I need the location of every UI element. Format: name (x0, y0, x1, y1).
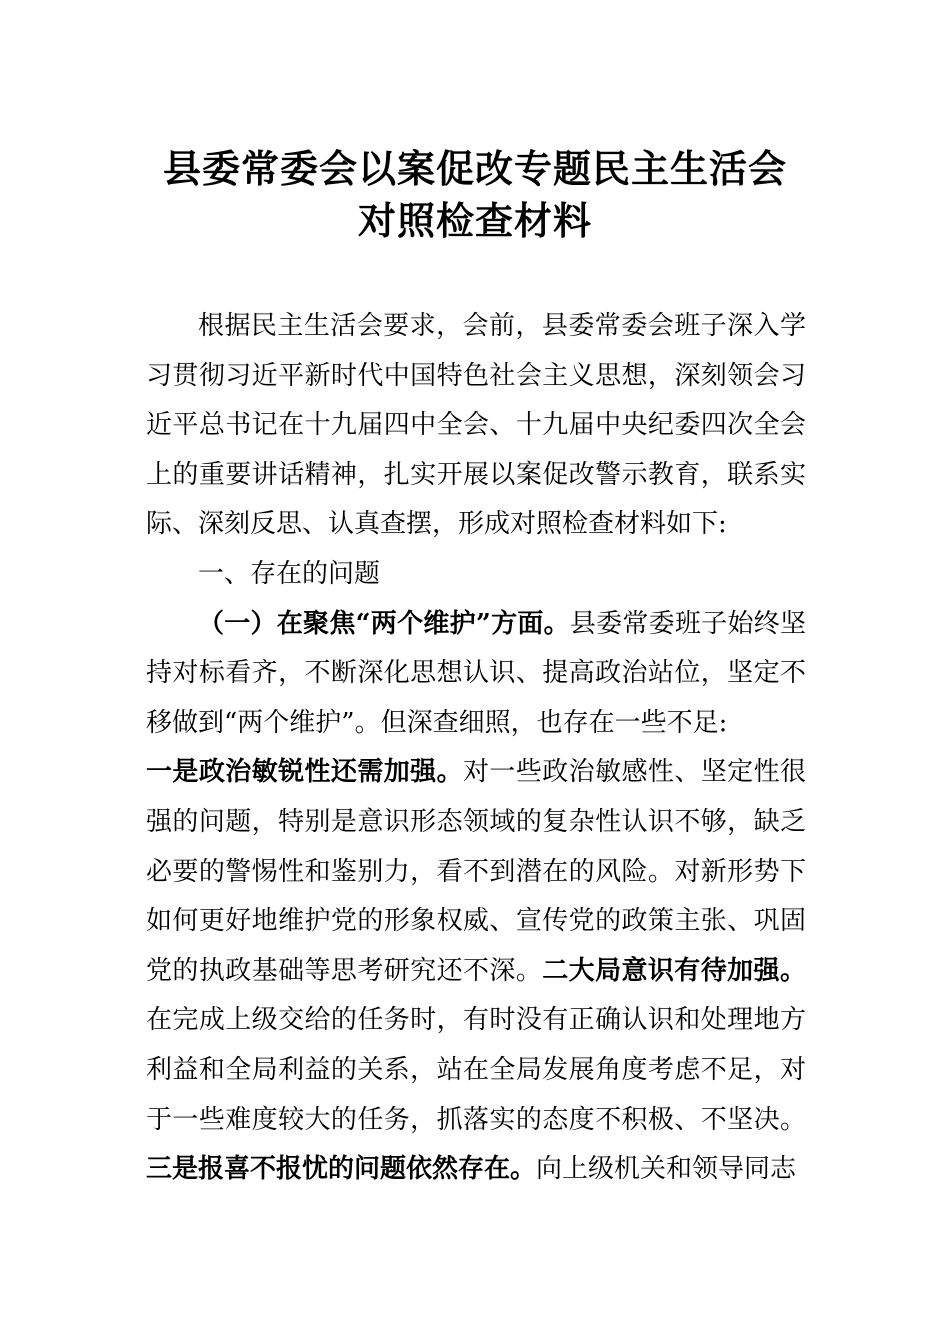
title-line-1: 县委常委会以案促改专题民主生活会 (162, 146, 787, 191)
point-2-text: 在完成上级交给的任务时，有时没有正确认识和处理地方利益和全局利益的关系，站在全局发展角度考虑不足，对于一些难度较大的任务，抓落实的态度不积极、不坚决。 (146, 1005, 806, 1135)
point-1-text: 对一些政治敏感性、坚定性很强的问题，特别是意识形态领域的复杂性认识不够，缺乏必要的警惕性和鉴别力，看不到潜在的风险。对新形势下如何更好地维护党的形象权威、宣传党的政策主张、巩固党的执政基础等思考研究还不深。 (146, 757, 806, 986)
section-heading-problems: 一、存在的问题 (198, 558, 381, 589)
point-1-heading: 一是政治敏锐性还需加强。 (146, 757, 463, 788)
point-3-text: 向上级机关和领导同志 (536, 1154, 797, 1185)
intro-paragraph: 根据民主生活会要求，会前，县委常委会班子深入学习贯彻习近平新时代中国特色社会主义思想，深刻领会习近平总书记在十九届四中全会、十九届中央纪委四次全会上的重要讲话精神，扎实开展以案促改警示教育，联系实际、深刻反思、认真查摆，形成对照检查材料如下: (146, 311, 806, 540)
title-line-2: 对照检查材料 (357, 198, 592, 243)
point-3-heading: 三是报喜不报忧的问题依然存在。 (146, 1154, 537, 1185)
point-2-heading: 二大局意识有待加强。 (542, 955, 806, 986)
document-body (146, 302, 806, 1195)
subsection-heading: （一）在聚焦“两个维护”方面。 (198, 608, 570, 639)
points-paragraph (146, 748, 806, 1194)
subsection-paragraph (146, 600, 806, 749)
subsection-text: 县委常委班子始终坚持对标看齐，不断深化思想认识、提高政治站位，坚定不移做到“两个维护”。但深查细照，也存在一些不足: (146, 608, 806, 738)
document-title (0, 143, 950, 247)
